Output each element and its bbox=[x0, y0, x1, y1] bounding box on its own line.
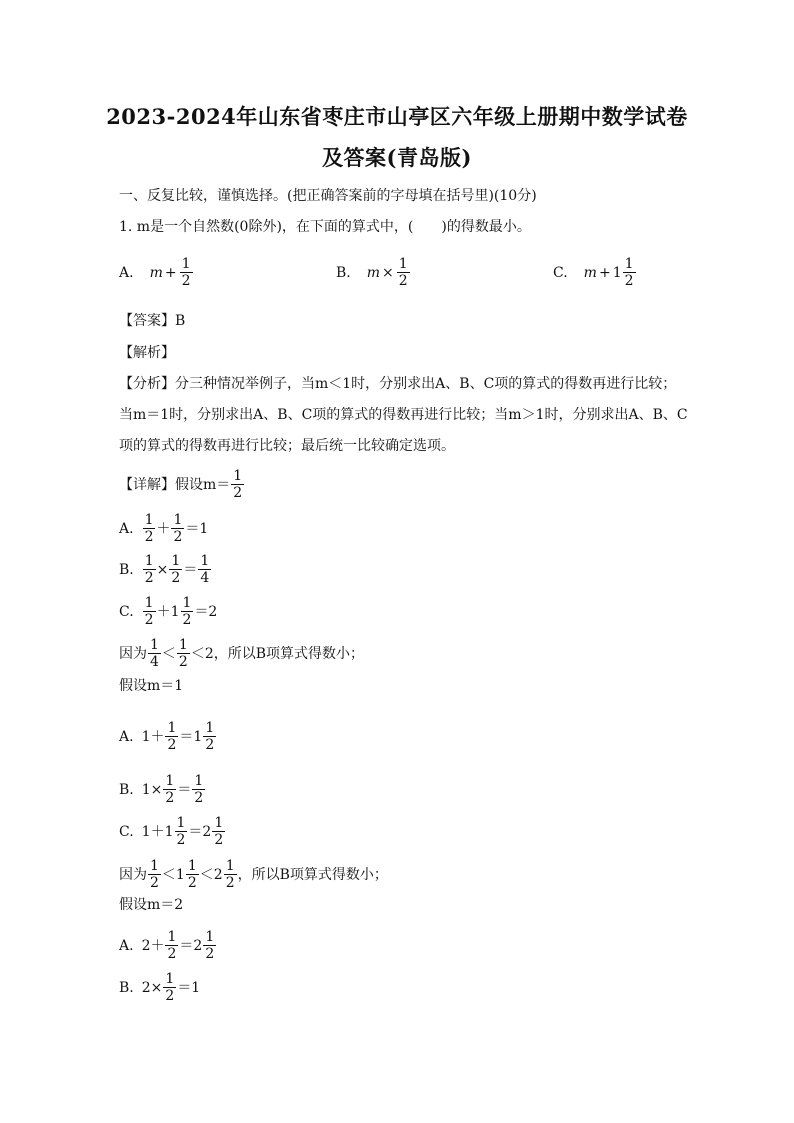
case2-c-letter: C. bbox=[119, 823, 134, 840]
case2-because-frac3-num: 1 bbox=[225, 858, 235, 874]
case1-b-frac1 bbox=[143, 553, 156, 586]
case2-a-frac2-den: 2 bbox=[205, 737, 215, 753]
case3-b-lead: 2× bbox=[141, 979, 163, 996]
detail-fraction bbox=[231, 468, 244, 501]
case1-a-result: ＝1 bbox=[185, 520, 209, 537]
case2-c-whole: 2 bbox=[202, 823, 212, 840]
case3-a-frac2-num: 1 bbox=[205, 929, 215, 945]
case1-because-frac2-den: 2 bbox=[178, 654, 188, 670]
case2-a-frac1-num: 1 bbox=[167, 720, 177, 736]
case2-because-lt1: ＜ bbox=[161, 866, 176, 883]
case1-because-frac2 bbox=[177, 637, 190, 670]
case2-b bbox=[119, 773, 206, 806]
case1-b-result-den: 4 bbox=[200, 570, 210, 586]
case3-a-frac1 bbox=[165, 929, 178, 962]
case2-b-frac2-num: 1 bbox=[194, 773, 204, 789]
case1-c-result: ＝2 bbox=[194, 603, 218, 620]
case2-a-frac2 bbox=[203, 720, 216, 753]
analysis-line-1: 【分析】分三种情况举例子，当m＜1时，分别求出A、B、C项的算式的得数再进行比较； bbox=[119, 376, 677, 392]
case1-because-lt: ＜ bbox=[161, 645, 176, 662]
case2-b-frac1-num: 1 bbox=[165, 773, 175, 789]
case2-c-frac2-num: 1 bbox=[214, 815, 224, 831]
case2-because-whole1: 1 bbox=[175, 866, 185, 883]
case3-a-eq: ＝ bbox=[179, 937, 194, 954]
case1-b-letter: B. bbox=[119, 561, 134, 578]
case1-b-result-num: 1 bbox=[200, 553, 210, 569]
case2-b-letter: B. bbox=[119, 781, 134, 798]
case2-b-frac2 bbox=[192, 773, 205, 806]
detail-den: 2 bbox=[233, 485, 243, 501]
case2-because-frac2-den: 2 bbox=[187, 875, 197, 891]
case1-b-frac1-den: 2 bbox=[144, 570, 154, 586]
case2-because-lt2: ＜ bbox=[199, 866, 214, 883]
option-b-fraction bbox=[397, 256, 410, 289]
option-a-letter: A. bbox=[119, 264, 134, 281]
option-c-letter: C. bbox=[553, 264, 568, 281]
case1-c-frac2-num: 1 bbox=[182, 595, 192, 611]
case2-because-frac1-den: 2 bbox=[150, 875, 159, 891]
case2-because-frac2-num: 1 bbox=[187, 858, 197, 874]
case2-c-lead: 1＋1 bbox=[141, 823, 174, 840]
case2-c-frac2 bbox=[212, 815, 225, 848]
case2-because-whole2: 2 bbox=[213, 866, 223, 883]
case1-c-frac1-num: 1 bbox=[144, 595, 154, 611]
case1-because-frac1-den: 4 bbox=[150, 654, 159, 670]
case1-a-frac2-den: 2 bbox=[173, 529, 183, 545]
option-b bbox=[336, 256, 411, 289]
case1-b-result bbox=[198, 553, 211, 586]
case2-a-whole: 1 bbox=[193, 728, 203, 745]
case2-because-tail: ，所以B项算式得数小； bbox=[237, 866, 388, 883]
option-c bbox=[553, 256, 637, 289]
case1-a-plus: ＋ bbox=[156, 520, 171, 537]
case3-b-letter: B. bbox=[119, 979, 134, 996]
case2-c-frac2-den: 2 bbox=[214, 832, 224, 848]
question-stem: 1. m是一个自然数(0除外)，在下面的算式中，( )的得数最小。 bbox=[119, 219, 531, 235]
case1-c-plus: ＋ bbox=[156, 603, 171, 620]
case2-b-lead: 1× bbox=[141, 781, 163, 798]
case1-c-frac1-den: 2 bbox=[144, 612, 154, 628]
case3-b-result: ＝1 bbox=[177, 979, 201, 996]
case2-b-eq: ＝ bbox=[177, 781, 192, 798]
option-c-op: + bbox=[598, 264, 611, 281]
case1-a bbox=[119, 512, 208, 545]
document-title-line-1: 2023-2024年山东省枣庄市山亭区六年级上册期中数学试卷 bbox=[106, 104, 688, 129]
case1-because bbox=[119, 637, 364, 670]
case3-a-whole: 2 bbox=[193, 937, 203, 954]
case1-b-frac2-num: 1 bbox=[171, 553, 181, 569]
case1-c-whole: 1 bbox=[170, 603, 180, 620]
case2-c-frac1-den: 2 bbox=[176, 832, 186, 848]
option-c-fraction bbox=[623, 256, 636, 289]
case3-assume: 假设m＝2 bbox=[119, 897, 184, 913]
section-heading: 一、反复比较，谨慎选择。(把正确答案前的字母填在括号里)(10分) bbox=[119, 188, 537, 204]
option-a-var: m bbox=[149, 264, 163, 281]
case2-b-frac1 bbox=[163, 773, 176, 806]
case1-b-frac2-den: 2 bbox=[171, 570, 181, 586]
option-a-op: + bbox=[164, 264, 177, 281]
case2-b-frac2-den: 2 bbox=[194, 790, 204, 806]
case1-a-frac2 bbox=[171, 512, 184, 545]
option-a bbox=[119, 256, 194, 289]
case2-c-eq: ＝ bbox=[188, 823, 203, 840]
option-b-den: 2 bbox=[398, 273, 408, 289]
option-b-var: m bbox=[366, 264, 381, 281]
case3-a-frac2-den: 2 bbox=[205, 946, 215, 962]
case1-because-tail: ＜2，所以B项算式得数小； bbox=[190, 645, 365, 662]
case2-because-frac3 bbox=[224, 858, 237, 891]
case2-a-frac1 bbox=[165, 720, 178, 753]
case3-a-frac1-num: 1 bbox=[167, 929, 177, 945]
case3-a-lead: 2＋ bbox=[141, 937, 165, 954]
document-title-line-2: 及答案(青岛版) bbox=[322, 145, 472, 170]
case1-b bbox=[119, 553, 212, 586]
option-c-num: 1 bbox=[624, 256, 634, 272]
case1-because-prefix: 因为 bbox=[119, 645, 147, 662]
case1-a-letter: A. bbox=[119, 520, 134, 537]
case2-because-frac2 bbox=[186, 858, 199, 891]
case3-b-frac1-den: 2 bbox=[165, 988, 175, 1004]
analysis-line-2: 当m＝1时，分别求出A、B、C项的算式的得数再进行比较；当m＞1时，分别求出A、B、C bbox=[119, 407, 688, 423]
case2-because bbox=[119, 858, 388, 891]
case3-b-frac1 bbox=[163, 971, 176, 1004]
case2-because-frac1 bbox=[148, 858, 161, 891]
case1-b-times: × bbox=[156, 561, 169, 578]
option-b-num: 1 bbox=[398, 256, 408, 272]
case1-a-frac2-num: 1 bbox=[173, 512, 183, 528]
case2-a-frac1-den: 2 bbox=[167, 737, 177, 753]
case1-a-frac1 bbox=[143, 512, 156, 545]
case1-c bbox=[119, 595, 217, 628]
detail-assume-half bbox=[119, 468, 245, 501]
analysis-line-3: 项的算式的得数再进行比较；最后统一比较确定选项。 bbox=[119, 438, 455, 454]
case2-because-frac3-den: 2 bbox=[225, 875, 235, 891]
option-b-op: × bbox=[382, 264, 394, 281]
option-a-den: 2 bbox=[181, 273, 191, 289]
case2-because-prefix: 因为 bbox=[119, 866, 147, 883]
case1-b-frac2 bbox=[169, 553, 182, 586]
case3-a bbox=[119, 929, 217, 962]
case1-because-frac1 bbox=[148, 637, 161, 670]
case3-a-letter: A. bbox=[119, 937, 134, 954]
case1-b-frac1-num: 1 bbox=[144, 553, 154, 569]
case3-a-frac1-den: 2 bbox=[167, 946, 177, 962]
case1-c-frac2-den: 2 bbox=[182, 612, 192, 628]
case2-b-frac1-den: 2 bbox=[165, 790, 175, 806]
option-c-den: 2 bbox=[624, 273, 634, 289]
option-a-num: 1 bbox=[181, 256, 191, 272]
case3-b bbox=[119, 971, 200, 1004]
case1-c-letter: C. bbox=[119, 603, 134, 620]
answer-line: 【答案】B bbox=[119, 313, 186, 329]
case3-b-frac1-num: 1 bbox=[165, 971, 175, 987]
case1-c-frac1 bbox=[143, 595, 156, 628]
case2-a-eq: ＝ bbox=[179, 728, 194, 745]
case1-because-frac1-num: 1 bbox=[150, 637, 159, 653]
case2-a-frac2-num: 1 bbox=[205, 720, 215, 736]
case3-a-frac2 bbox=[203, 929, 216, 962]
case2-c-frac1-num: 1 bbox=[176, 815, 186, 831]
case1-b-eq: ＝ bbox=[183, 561, 198, 578]
analysis-label: 【解析】 bbox=[119, 345, 175, 361]
case2-a bbox=[119, 720, 217, 753]
case2-a-lead: 1＋ bbox=[141, 728, 165, 745]
option-a-fraction bbox=[180, 256, 193, 289]
case1-because-frac2-num: 1 bbox=[178, 637, 188, 653]
case1-a-frac1-den: 2 bbox=[144, 529, 154, 545]
case2-c bbox=[119, 815, 226, 848]
case2-c-frac1 bbox=[175, 815, 188, 848]
case1-a-frac1-num: 1 bbox=[144, 512, 154, 528]
option-c-var: m bbox=[583, 264, 597, 281]
case2-because-frac1-num: 1 bbox=[150, 858, 159, 874]
option-b-letter: B. bbox=[336, 264, 351, 281]
detail-num: 1 bbox=[233, 468, 243, 484]
detail-label: 【详解】假设m＝ bbox=[119, 476, 231, 493]
case1-c-frac2 bbox=[181, 595, 194, 628]
case2-assume: 假设m＝1 bbox=[119, 678, 184, 694]
case2-a-letter: A. bbox=[119, 728, 134, 745]
option-c-whole: 1 bbox=[612, 264, 622, 281]
